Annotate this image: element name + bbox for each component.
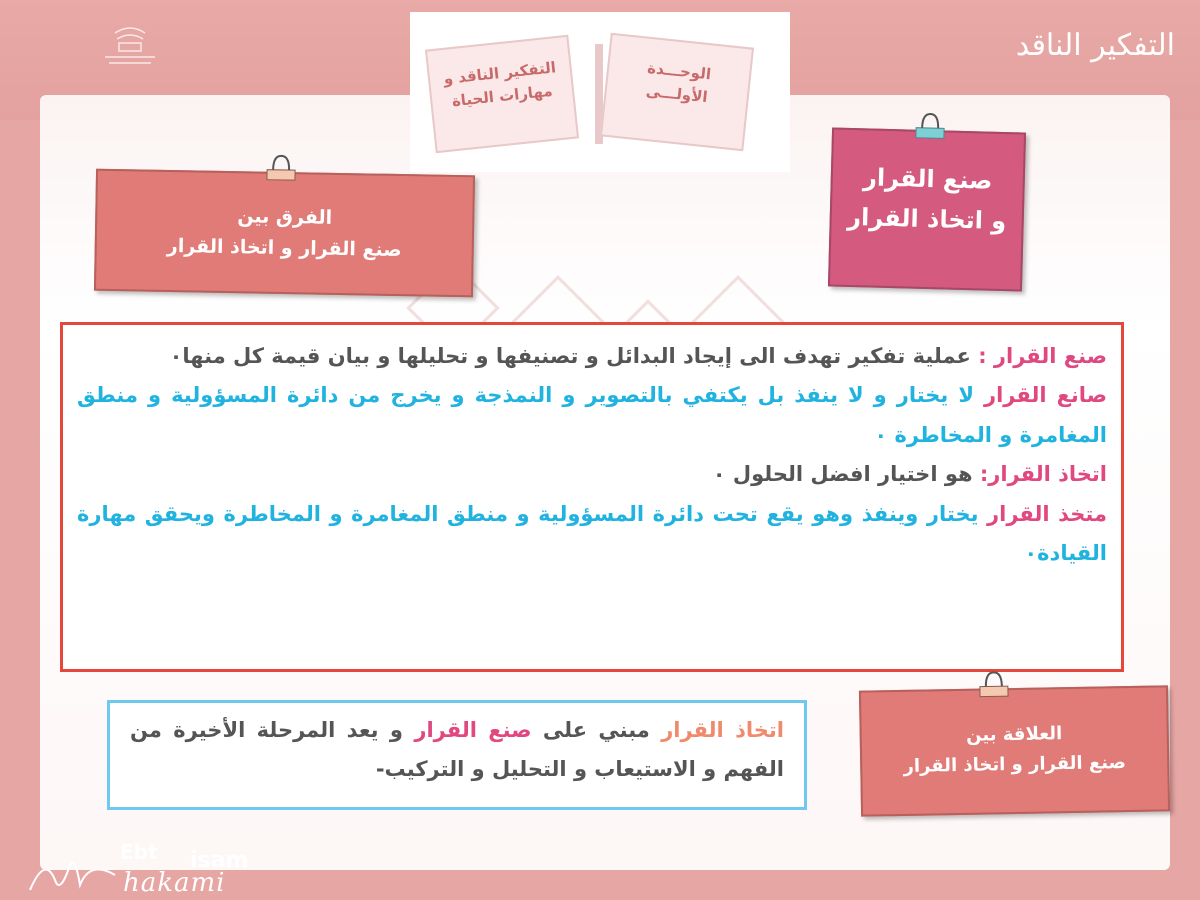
- signature-ebt: Ebt: [120, 840, 158, 864]
- topic-note-line2: و اتخاذ القرار: [846, 202, 1007, 235]
- relation-rest: و يعد المرحلة الأخيرة من الفهم و الاستيعاب و التحليل و التركيب-: [130, 718, 784, 781]
- difference-note-line2: صنع القرار و اتخاذ القرار: [166, 235, 402, 262]
- relation-mid: مبني على: [531, 718, 662, 742]
- text-decision-taking: هو اختيار افضل الحلول ٠: [712, 462, 980, 487]
- relation-note-line1: العلاقة بين: [966, 723, 1063, 746]
- ministry-logo-icon: [95, 25, 165, 70]
- author-signature: [25, 840, 285, 898]
- book-right-text: الوحـــدة الأولـــى: [645, 58, 712, 106]
- text-decision-taker: يختار وينفذ وهو يقع تحت دائرة المسؤولية و منطق المغامرة و المخاطرة ويحقق مهارة القيادة٠: [77, 501, 1107, 566]
- definition-decision-taker: [77, 495, 1107, 574]
- definitions-box: [60, 322, 1124, 672]
- term-decision-taker: متخذ القرار: [987, 501, 1107, 526]
- topic-note: [828, 127, 1026, 291]
- relation-term-taking: اتخاذ القرار: [661, 718, 784, 742]
- page-title: التفكير الناقد: [1015, 28, 1175, 63]
- text-decision-making: عملية تفكير تهدف الى إيجاد البدائل و تصنيفها و تحليلها و بيان قيمة كل منها٠: [169, 344, 979, 368]
- binder-clip-icon: [912, 110, 949, 147]
- relation-term-making: صنع القرار: [414, 718, 532, 742]
- binder-clip-icon: [263, 152, 300, 189]
- difference-note-line1: الفرق بين: [237, 205, 333, 229]
- definition-decision-making: [77, 337, 1107, 376]
- topic-note-line1: صنع القرار: [862, 163, 993, 195]
- difference-note: [94, 169, 475, 298]
- signature-scribble-icon: [25, 850, 120, 895]
- relation-text: [130, 711, 784, 789]
- open-book-icon: [410, 12, 790, 172]
- book-left-text: التفكير الناقد و مهارات الحياة: [442, 58, 557, 110]
- signature-isam: isam: [190, 848, 249, 873]
- relation-box: [107, 700, 807, 810]
- term-decision-maker: صانع القرار: [984, 383, 1107, 408]
- binder-clip-icon: [976, 668, 1013, 705]
- term-decision-making: صنع القرار :: [978, 344, 1107, 368]
- book-right-page: [600, 33, 754, 151]
- text-decision-maker: لا يختار و لا ينفذ بل يكتفي بالتصوير و النمذجة و يخرج من دائرة المسؤولية و منطق المغامرة و المخاطرة ٠: [77, 383, 1107, 447]
- term-decision-taking: اتخاذ القرار:: [979, 462, 1107, 487]
- relation-note-line2: صنع القرار و اتخاذ القرار: [903, 751, 1127, 777]
- book-left-page: [425, 35, 579, 153]
- definition-decision-maker: [77, 376, 1107, 455]
- relation-note: [859, 685, 1170, 816]
- signature-hakami: hakami: [123, 868, 226, 898]
- definition-decision-taking: [77, 455, 1107, 494]
